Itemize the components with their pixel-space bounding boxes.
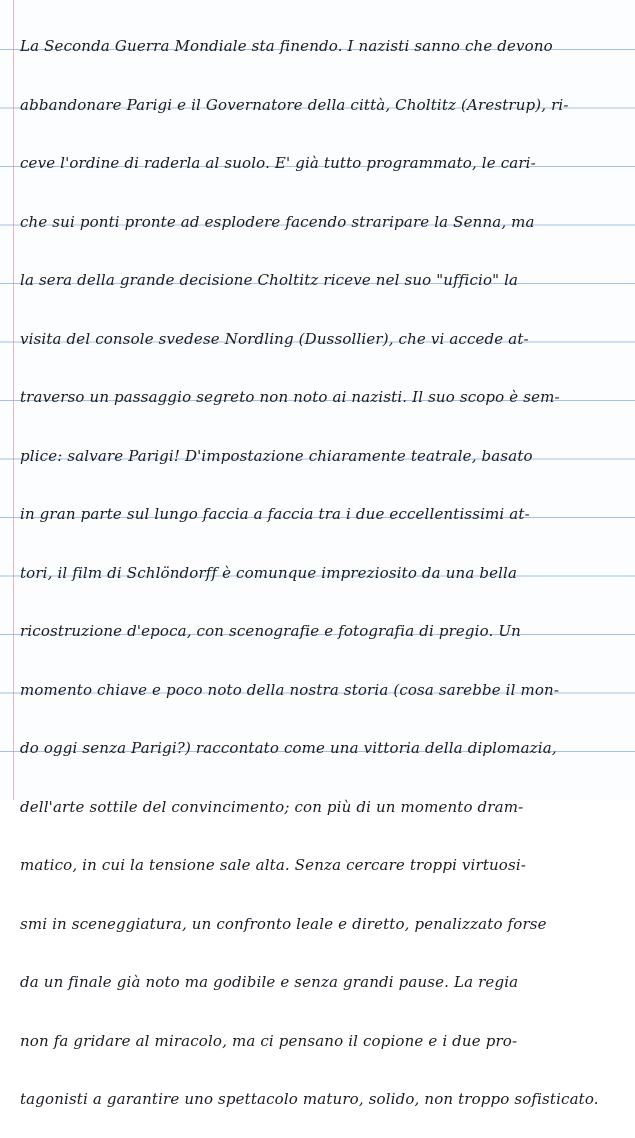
text-line: smi in sceneggiatura, un confronto leale e diretto, penalizzato forse (20, 914, 547, 933)
text-line: matico, in cui la tensione sale alta. Senza cercare troppi virtuosi- (20, 856, 527, 874)
text-line: visita del console svedese Nordling (Dussollier), che vi accede at- (20, 329, 529, 348)
text-line: tori, il film di Schlöndorff è comunque impreziosito da una bella (20, 563, 518, 582)
text-line: da un finale già noto ma godibile e senza grandi pause. La regia (20, 973, 519, 991)
text-line: plice: salvare Parigi! D'impostazione chiaramente teatrale, basato (20, 446, 533, 465)
text-line: che sui ponti pronte ad esplodere facendo straripare la Senna, ma (20, 212, 535, 231)
text-line: abbandonare Parigi e il Governatore della città, Choltitz (Arestrup), ri- (20, 95, 569, 114)
text-line: momento chiave e poco noto della nostra storia (cosa sarebbe il mon- (20, 680, 560, 699)
text-line: la sera della grande decisione Choltitz riceve nel suo "ufficio" la (20, 271, 519, 289)
text-line: tagonisti a garantire uno spettacolo maturo, solido, non troppo sofisticato. (20, 1090, 599, 1108)
text-line: ceve l'ordine di raderla al suolo. E' già tutto programmato, le cari- (20, 154, 536, 172)
text-line: do oggi senza Parigi?) raccontato come una vittoria della diplomazia, (20, 739, 557, 757)
text-line: dell'arte sottile del convincimento; con più di un momento dram- (20, 797, 524, 816)
text-line: in gran parte sul lungo faccia a faccia tra i due eccellentissimi at- (20, 505, 530, 523)
handwritten-text (20, 26, 632, 1138)
text-line: non fa gridare al miracolo, ma ci pensano il copione e i due pro- (20, 1031, 518, 1050)
text-line: La Seconda Guerra Mondiale sta finendo. I nazisti sanno che devono (20, 37, 553, 55)
text-line: traverso un passaggio segreto non noto ai nazisti. Il suo scopo è sem- (20, 388, 560, 406)
text-line: ricostruzione d'epoca, con scenografie e fotografia di pregio. Un (20, 622, 521, 640)
